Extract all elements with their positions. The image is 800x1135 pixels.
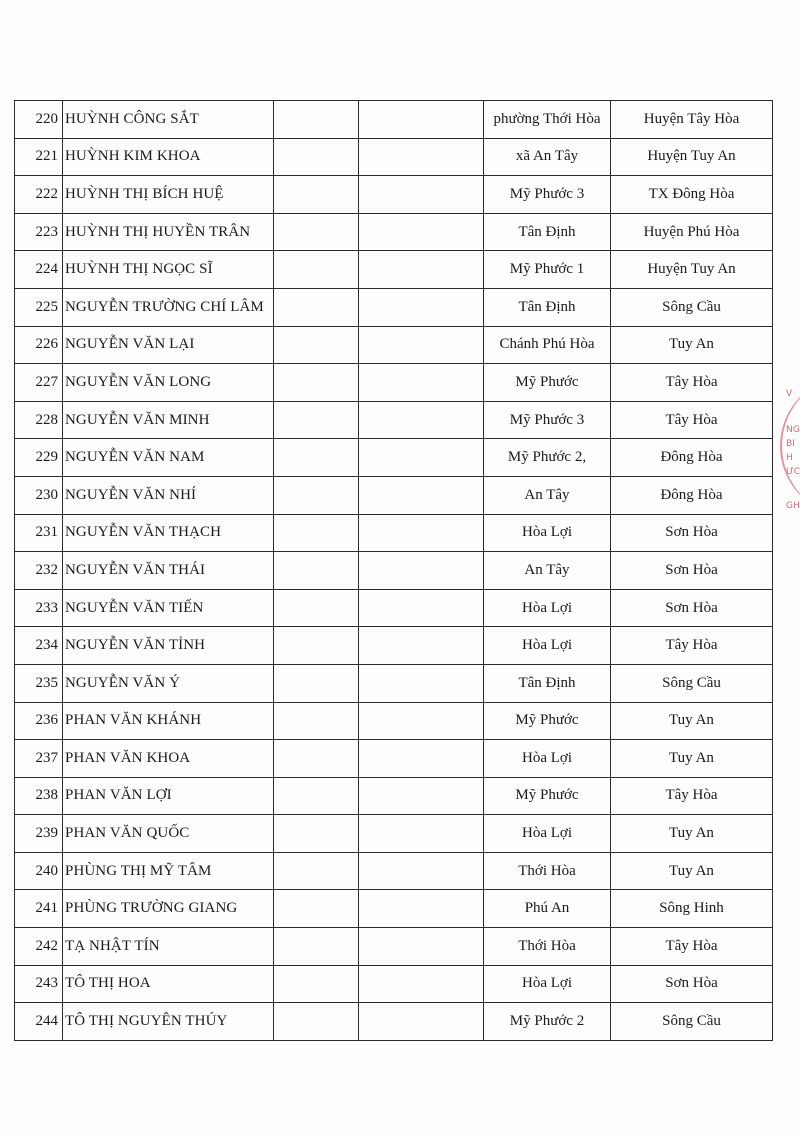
table-row <box>15 439 773 477</box>
empty-cell <box>274 852 359 890</box>
district-name: Sơn Hòa <box>611 965 773 1003</box>
roster-body <box>15 101 773 1041</box>
empty-cell <box>274 213 359 251</box>
row-number: 222 <box>15 176 63 214</box>
empty-cell <box>359 702 484 740</box>
district-name: Tuy An <box>611 740 773 778</box>
person-name: NGUYỄN VĂN TIẾN <box>63 589 274 627</box>
empty-cell <box>359 288 484 326</box>
row-number: 239 <box>15 815 63 853</box>
ward-name: Mỹ Phước <box>484 364 611 402</box>
empty-cell <box>274 251 359 289</box>
district-name: Huyện Phú Hòa <box>611 213 773 251</box>
person-name: NGUYỄN VĂN THÁI <box>63 552 274 590</box>
table-row <box>15 176 773 214</box>
district-name: TX Đông Hòa <box>611 176 773 214</box>
seal-text-fragment: GH <box>786 501 800 511</box>
row-number: 241 <box>15 890 63 928</box>
table-row <box>15 476 773 514</box>
table-row <box>15 138 773 176</box>
empty-cell <box>274 740 359 778</box>
ward-name: Thới Hòa <box>484 852 611 890</box>
district-name: Tây Hòa <box>611 928 773 966</box>
row-number: 227 <box>15 364 63 402</box>
ward-name: Mỹ Phước <box>484 777 611 815</box>
row-number: 221 <box>15 138 63 176</box>
empty-cell <box>274 1003 359 1041</box>
row-number: 240 <box>15 852 63 890</box>
empty-cell <box>359 101 484 139</box>
empty-cell <box>274 514 359 552</box>
district-name: Sơn Hòa <box>611 552 773 590</box>
person-name: NGUYỄN VĂN NHÍ <box>63 476 274 514</box>
empty-cell <box>359 664 484 702</box>
district-name: Tuy An <box>611 852 773 890</box>
row-number: 235 <box>15 664 63 702</box>
district-name: Sông Cầu <box>611 664 773 702</box>
person-name: HUỲNH THỊ HUYỀN TRÂN <box>63 213 274 251</box>
empty-cell <box>274 589 359 627</box>
empty-cell <box>359 589 484 627</box>
empty-cell <box>274 326 359 364</box>
table-row <box>15 589 773 627</box>
person-name: NGUYỄN VĂN LẠI <box>63 326 274 364</box>
empty-cell <box>359 815 484 853</box>
empty-cell <box>274 552 359 590</box>
person-name: PHAN VĂN QUỐC <box>63 815 274 853</box>
person-name: HUỲNH KIM KHOA <box>63 138 274 176</box>
empty-cell <box>274 176 359 214</box>
empty-cell <box>359 890 484 928</box>
ward-name: Thới Hòa <box>484 928 611 966</box>
row-number: 224 <box>15 251 63 289</box>
ward-name: An Tây <box>484 476 611 514</box>
empty-cell <box>274 101 359 139</box>
person-name: NGUYỄN VĂN THẠCH <box>63 514 274 552</box>
person-name: NGUYỄN VĂN TỈNH <box>63 627 274 665</box>
person-name: PHAN VĂN KHOA <box>63 740 274 778</box>
table-row <box>15 364 773 402</box>
empty-cell <box>359 213 484 251</box>
empty-cell <box>359 740 484 778</box>
row-number: 226 <box>15 326 63 364</box>
ward-name: Hòa Lợi <box>484 589 611 627</box>
empty-cell <box>274 777 359 815</box>
ward-name: Mỹ Phước <box>484 702 611 740</box>
empty-cell <box>274 288 359 326</box>
empty-cell <box>274 965 359 1003</box>
district-name: Sông Cầu <box>611 288 773 326</box>
empty-cell <box>359 777 484 815</box>
district-name: Huyện Tây Hòa <box>611 101 773 139</box>
table-row <box>15 1003 773 1041</box>
district-name: Tuy An <box>611 815 773 853</box>
empty-cell <box>359 514 484 552</box>
district-name: Tuy An <box>611 702 773 740</box>
table-row <box>15 552 773 590</box>
table-row <box>15 852 773 890</box>
person-name: TẠ NHẬT TÍN <box>63 928 274 966</box>
empty-cell <box>359 1003 484 1041</box>
row-number: 243 <box>15 965 63 1003</box>
empty-cell <box>359 138 484 176</box>
ward-name: xã An Tây <box>484 138 611 176</box>
empty-cell <box>359 928 484 966</box>
district-name: Đông Hòa <box>611 476 773 514</box>
empty-cell <box>274 702 359 740</box>
table-row <box>15 213 773 251</box>
district-name: Sơn Hòa <box>611 589 773 627</box>
row-number: 229 <box>15 439 63 477</box>
row-number: 230 <box>15 476 63 514</box>
district-name: Sông Cầu <box>611 1003 773 1041</box>
person-name: PHÙNG TRƯỜNG GIANG <box>63 890 274 928</box>
person-name: NGUYỄN VĂN MINH <box>63 401 274 439</box>
table-row <box>15 664 773 702</box>
ward-name: Hòa Lợi <box>484 740 611 778</box>
seal-stamp-fragment <box>776 376 800 516</box>
table-row <box>15 777 773 815</box>
empty-cell <box>359 401 484 439</box>
ward-name: Phú An <box>484 890 611 928</box>
row-number: 220 <box>15 101 63 139</box>
district-name: Huyện Tuy An <box>611 251 773 289</box>
empty-cell <box>359 852 484 890</box>
empty-cell <box>359 326 484 364</box>
table-row <box>15 702 773 740</box>
empty-cell <box>274 138 359 176</box>
seal-text-fragment: V <box>786 389 793 399</box>
empty-cell <box>274 928 359 966</box>
row-number: 228 <box>15 401 63 439</box>
table-row <box>15 928 773 966</box>
table-row <box>15 815 773 853</box>
row-number: 225 <box>15 288 63 326</box>
empty-cell <box>274 401 359 439</box>
ward-name: Hòa Lợi <box>484 965 611 1003</box>
person-name: PHÙNG THỊ MỸ TÂM <box>63 852 274 890</box>
ward-name: Mỹ Phước 2, <box>484 439 611 477</box>
person-name: TÔ THỊ NGUYÊN THÚY <box>63 1003 274 1041</box>
seal-text-fragment: NG <box>786 425 800 435</box>
seal-text-fragment: H <box>786 453 793 463</box>
table-row <box>15 965 773 1003</box>
empty-cell <box>359 965 484 1003</box>
district-name: Tây Hòa <box>611 777 773 815</box>
ward-name: Mỹ Phước 3 <box>484 401 611 439</box>
ward-name: Mỹ Phước 2 <box>484 1003 611 1041</box>
ward-name: Mỹ Phước 1 <box>484 251 611 289</box>
ward-name: Hòa Lợi <box>484 815 611 853</box>
empty-cell <box>359 627 484 665</box>
seal-text-fragment: BI <box>786 439 795 449</box>
ward-name: Mỹ Phước 3 <box>484 176 611 214</box>
seal-text-fragment: ƯC <box>786 467 800 477</box>
empty-cell <box>359 439 484 477</box>
empty-cell <box>359 476 484 514</box>
row-number: 234 <box>15 627 63 665</box>
person-name: NGUYỄN VĂN LONG <box>63 364 274 402</box>
empty-cell <box>274 439 359 477</box>
table-row <box>15 514 773 552</box>
table-row <box>15 401 773 439</box>
ward-name: Tân Định <box>484 288 611 326</box>
table-row <box>15 326 773 364</box>
row-number: 231 <box>15 514 63 552</box>
person-name: HUỲNH THỊ NGỌC SĨ <box>63 251 274 289</box>
ward-name: Tân Định <box>484 664 611 702</box>
person-name: NGUYỄN VĂN NAM <box>63 439 274 477</box>
district-name: Đông Hòa <box>611 439 773 477</box>
table-row <box>15 740 773 778</box>
district-name: Tây Hòa <box>611 401 773 439</box>
district-name: Sông Hinh <box>611 890 773 928</box>
ward-name: An Tây <box>484 552 611 590</box>
roster-table <box>14 100 773 1041</box>
district-name: Sơn Hòa <box>611 514 773 552</box>
person-name: NGUYỄN VĂN Ý <box>63 664 274 702</box>
row-number: 236 <box>15 702 63 740</box>
ward-name: Hòa Lợi <box>484 514 611 552</box>
empty-cell <box>359 176 484 214</box>
district-name: Huyện Tuy An <box>611 138 773 176</box>
row-number: 242 <box>15 928 63 966</box>
ward-name: Hòa Lợi <box>484 627 611 665</box>
empty-cell <box>274 364 359 402</box>
district-name: Tây Hòa <box>611 627 773 665</box>
table-row <box>15 890 773 928</box>
empty-cell <box>274 476 359 514</box>
empty-cell <box>359 364 484 402</box>
ward-name: phường Thới Hòa <box>484 101 611 139</box>
empty-cell <box>359 552 484 590</box>
empty-cell <box>274 815 359 853</box>
empty-cell <box>274 627 359 665</box>
empty-cell <box>274 664 359 702</box>
table-row <box>15 101 773 139</box>
person-name: PHAN VĂN LỢI <box>63 777 274 815</box>
person-name: HUỲNH CÔNG SẮT <box>63 101 274 139</box>
row-number: 244 <box>15 1003 63 1041</box>
person-name: NGUYỄN TRƯỜNG CHÍ LÂM <box>63 288 274 326</box>
person-name: HUỲNH THỊ BÍCH HUỆ <box>63 176 274 214</box>
table-row <box>15 251 773 289</box>
ward-name: Tân Định <box>484 213 611 251</box>
table-row <box>15 288 773 326</box>
empty-cell <box>274 890 359 928</box>
ward-name: Chánh Phú Hòa <box>484 326 611 364</box>
table-row <box>15 627 773 665</box>
row-number: 238 <box>15 777 63 815</box>
district-name: Tuy An <box>611 326 773 364</box>
row-number: 233 <box>15 589 63 627</box>
person-name: PHAN VĂN KHÁNH <box>63 702 274 740</box>
row-number: 232 <box>15 552 63 590</box>
row-number: 223 <box>15 213 63 251</box>
district-name: Tây Hòa <box>611 364 773 402</box>
person-name: TÔ THỊ HOA <box>63 965 274 1003</box>
row-number: 237 <box>15 740 63 778</box>
empty-cell <box>359 251 484 289</box>
